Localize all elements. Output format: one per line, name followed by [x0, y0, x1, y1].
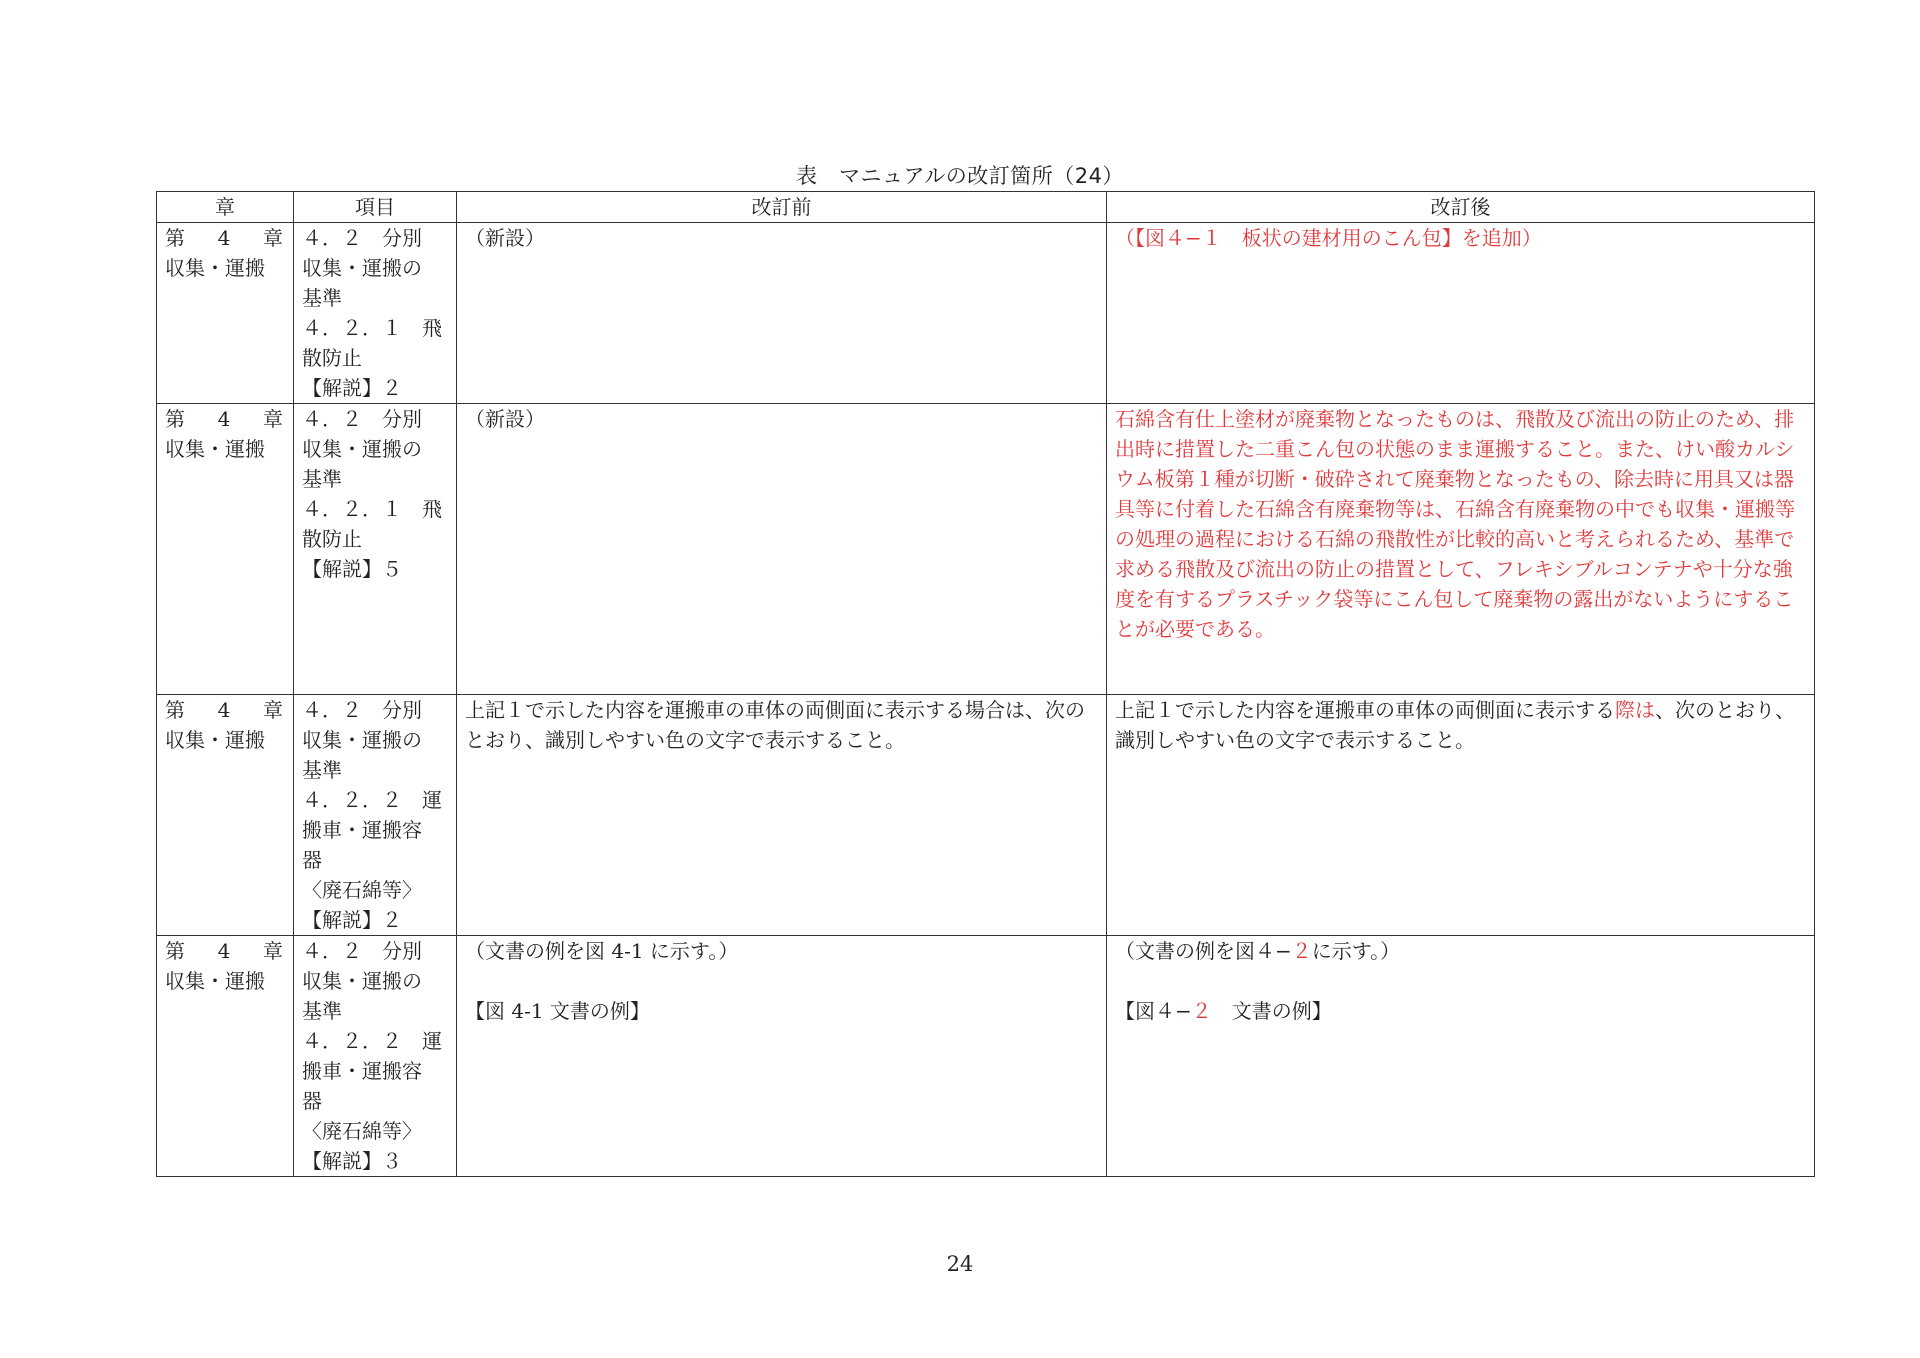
revised-text: 石綿含有仕上塗材が廃棄物となったものは、飛散及び流出の防止のため、排出時に措置した二重こん包の状態のまま運搬すること。また、けい酸カルシウム板第１種が切断・破砕されて廃棄物となったもの、除去時に用具又は器具等に付着した石綿含有廃棄物等は、石綿含有廃棄物の中でも収集・運搬等の処理の過程における石綿の飛散性が比較的高いと考えられるため、基準で求める飛散及び流出の防止の措置として、フレキシブルコンテナや十分な強度を有するプラスチック袋等にこん包して廃棄物の露出がないようにすることが必要である。	[1115, 407, 1795, 641]
item-cell: ４．２ 分別 収集・運搬の 基準 ４．２．２ 運 搬車・運搬容 器 〈廃石綿等〉 【解説】２	[294, 695, 457, 936]
item-cell: ４．２ 分別 収集・運搬の 基準 ４．２．１ 飛 散防止 【解説】５	[294, 404, 457, 695]
chapter-name: 収集・運搬	[165, 256, 265, 280]
table-row	[157, 936, 1815, 1177]
after-cell: （文書の例を図４−２に示す。） 【図４−２ 文書の例】	[1107, 936, 1815, 1177]
revision-table	[156, 191, 1815, 1177]
chapter-cell	[157, 695, 294, 936]
item-cell: ４．２ 分別 収集・運搬の 基準 ４．２．２ 運 搬車・運搬容 器 〈廃石綿等〉 【解説】３	[294, 936, 457, 1177]
revised-text: （【図４−１ 板状の建材用のこん包】を追加）	[1115, 226, 1542, 250]
figure-reference: 【図 4-1 文書の例】	[465, 999, 650, 1023]
before-cell: 上記１で示した内容を運搬車の車体の両側面に表示する場合は、次のとおり、識別しやすい色の文字で表示すること。	[457, 695, 1107, 936]
chapter-name: 収集・運搬	[165, 437, 265, 461]
header-before: 改訂前	[457, 192, 1107, 223]
revised-text: ２	[1191, 999, 1212, 1023]
chapter-name: 収集・運搬	[165, 728, 265, 752]
header-chapter: 章	[157, 192, 294, 223]
revised-text: ２	[1291, 939, 1312, 963]
page-number: 24	[946, 1252, 974, 1276]
revised-text: 際は	[1615, 698, 1655, 722]
before-cell: （新設）	[457, 404, 1107, 695]
table-row	[157, 223, 1815, 404]
chapter-number: 第 4 章	[165, 226, 283, 250]
chapter-cell	[157, 404, 294, 695]
table-row	[157, 404, 1815, 695]
after-cell	[1107, 223, 1815, 404]
item-cell: ４．２ 分別 収集・運搬の 基準 ４．２．１ 飛 散防止 【解説】２	[294, 223, 457, 404]
after-cell: 上記１で示した内容を運搬車の車体の両側面に表示する際は、次のとおり、識別しやすい色の文字で表示すること。	[1107, 695, 1815, 936]
table-row	[157, 695, 1815, 936]
table-title: 表 マニュアルの改訂箇所（24）	[796, 164, 1124, 188]
chapter-number: 第 4 章	[165, 698, 283, 722]
before-cell: （文書の例を図 4-1 に示す。） 【図 4-1 文書の例】	[457, 936, 1107, 1177]
table-header-row	[157, 192, 1815, 223]
after-cell	[1107, 404, 1815, 695]
before-cell: （新設）	[457, 223, 1107, 404]
chapter-cell	[157, 936, 294, 1177]
chapter-name: 収集・運搬	[165, 969, 265, 993]
chapter-number: 第 4 章	[165, 407, 283, 431]
header-after: 改訂後	[1107, 192, 1815, 223]
figure-reference: 【図４−２ 文書の例】	[1115, 999, 1332, 1023]
chapter-cell	[157, 223, 294, 404]
chapter-number: 第 4 章	[165, 939, 283, 963]
header-item: 項目	[294, 192, 457, 223]
